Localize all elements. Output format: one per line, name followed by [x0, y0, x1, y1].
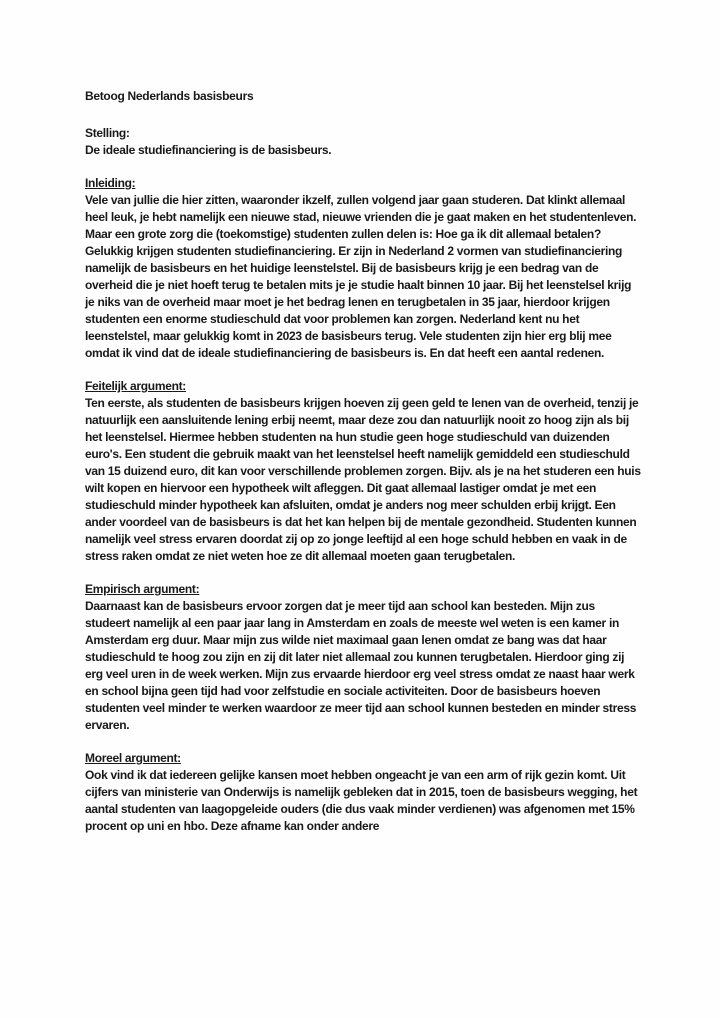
section-empirisch-argument-heading: Empirisch argument: — [85, 582, 200, 596]
section-moreel-argument-body: Ook vind ik dat iedereen gelijke kansen moet hebben ongeacht je van een arm of rijk gezin komt. Uit cijfers van ministerie van Onderwijs is namelijk gebleken dat in 2015, toen de basisbeurs wegging, het aantal studenten van laagopgeleide ouders (die dus vaak minder verdienen) was afgenomen met 15% procent op uni en hbo. Deze afname kan onder andere — [85, 768, 641, 833]
section-stelling — [85, 125, 641, 159]
section-feitelijk-argument-body: Ten eerste, als studenten de basisbeurs krijgen hoeven zij geen geld te lenen van de overheid, tenzij je natuurlijk een aansluitende lening erbij neemt, maar deze zou dan natuurlijk nooit zo hoog zijn als bij het leenstelsel. Hiermee hebben studenten na hun studie geen hoge studieschuld van duizenden euro's. Een student die gebruik maakt van het leenstelsel heeft namelijk gemiddeld een studieschuld van 15 duizend euro, dit kan voor verschillende problemen zorgen. Bijv. als je na het studeren een huis wilt kopen en hiervoor een hypotheek wilt afleggen. Dit gaat allemaal lastiger omdat je met een studieschuld minder hypotheek kan afsluiten, omdat je anders nog meer schulden erbij krijgt. Een ander voordeel van de basisbeurs is dat het kan helpen bij de mentale gezondheid. Studenten kunnen namelijk veel stress ervaren doordat zij op zo jonge leeftijd al een hoge schuld hebben en vaak in de stress raken omdat ze niet weten hoe ze dit allemaal moeten gaan terugbetalen. — [85, 396, 644, 563]
section-moreel-argument — [85, 750, 641, 835]
section-empirisch-argument — [85, 581, 641, 734]
section-feitelijk-argument-heading: Feitelijk argument: — [85, 379, 186, 393]
section-feitelijk-argument — [85, 378, 644, 565]
section-inleiding-heading: Inleiding: — [85, 176, 136, 190]
section-empirisch-argument-body: Daarnaast kan de basisbeurs ervoor zorgen dat je meer tijd aan school kan besteden. Mijn zus studeert namelijk al een paar jaar lang in Amsterdam en zoals de meeste wel weten is een kamer in Amsterdam erg duur. Maar mijn zus wilde niet maximaal gaan lenen omdat ze bang was dat haar studieschuld te hoog zou zijn en zij dit later niet allemaal zou kunnen terugbetalen. Hierdoor ging zij erg veel uren in de week werken. Mijn zus ervaarde hierdoor erg veel stress omdat ze naast haar werk en school bijna geen tijd had voor zelfstudie en sociale activiteiten. Door de basisbeurs hoeven studenten veel minder te werken waardoor ze meer tijd aan school kunnen besteden en minder stress ervaren. — [85, 599, 640, 732]
section-stelling-body: De ideale studiefinanciering is de basisbeurs. — [85, 143, 332, 157]
section-stelling-heading: Stelling: — [85, 126, 130, 140]
section-inleiding — [85, 175, 641, 362]
document-title: Betoog Nederlands basisbeurs — [85, 89, 254, 103]
document-content — [85, 88, 644, 835]
section-inleiding-body: Vele van jullie die hier zitten, waaronder ikzelf, zullen volgend jaar gaan studeren. Dat klinkt allemaal heel leuk, je hebt namelijk een nieuwe stad, nieuwe vrienden die je gaat maken en het studentenleven. Maar een grote zorg die (toekomstige) studenten zullen delen is: Hoe ga ik dit allemaal betalen? Gelukkig krijgen studenten studiefinanciering. Er zijn in Nederland 2 vormen van studiefinanciering namelijk de basisbeurs en het huidige leenstelstel. Bij de basisbeurs krijg je een bedrag van de overheid die je niet hoeft terug te betalen mits je je studie haalt binnen 10 jaar. Bij het leenstelsel krijg je niks van de overheid maar moet je het bedrag lenen en terugbetalen in 35 jaar, hierdoor krijgen studenten een enorme studieschuld dat voor problemen kan zorgen. Nederland kent nu het leenstelstel, maar gelukkig komt in 2023 de basisbeurs terug. Vele studenten zijn hier erg blij mee omdat ik vind dat de ideale studiefinanciering de basisbeurs is. En dat heeft een aantal redenen. — [85, 193, 640, 360]
section-moreel-argument-heading: Moreel argument: — [85, 751, 181, 765]
